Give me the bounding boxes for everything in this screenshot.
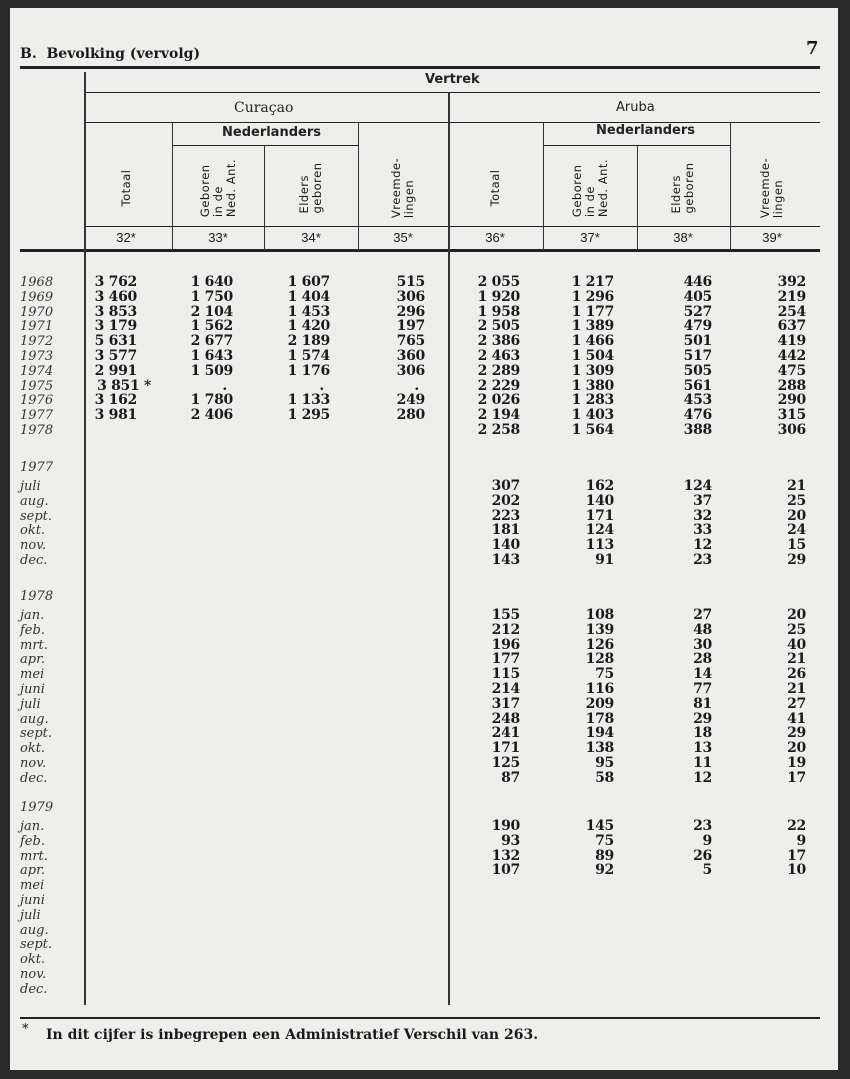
aruba-heading: Aruba <box>616 100 655 115</box>
table-cell: 91 <box>595 552 614 568</box>
row-label: 1968 <box>20 275 54 290</box>
table-cell: 214 <box>491 681 520 697</box>
table-cell: 140 <box>491 537 520 554</box>
table-cell: 181 <box>491 522 520 539</box>
table-cell: 32 <box>693 507 712 524</box>
column-number: 35* <box>393 230 413 245</box>
table-cell: 124 <box>585 522 614 539</box>
table-cell: 1 404 <box>287 288 330 305</box>
table-cell: 143 <box>491 552 520 568</box>
table-cell: 139 <box>585 621 614 638</box>
table-cell: 18 <box>693 725 712 742</box>
col-divider <box>543 122 544 250</box>
row-label: feb. <box>20 833 45 849</box>
table-cell: . <box>222 377 227 394</box>
table-cell: 241 <box>491 725 520 742</box>
table-cell: 28 <box>693 651 712 668</box>
row-label: juli <box>20 479 41 494</box>
table-cell: 1 380 <box>571 377 614 394</box>
table-cell: 2 505 <box>477 318 520 335</box>
period-year-heading: 1977 <box>20 460 54 475</box>
table-cell: 3 851 * <box>97 377 151 394</box>
period-year-heading: 1979 <box>20 800 54 815</box>
table-cell: 637 <box>777 318 806 335</box>
table-cell: 306 <box>396 288 425 305</box>
table-cell: 2 386 <box>477 333 520 350</box>
table-cell: 1 176 <box>287 362 330 379</box>
footnote-text: In dit cijfer is inbegrepen een Administratief Verschil van 263. <box>46 1027 539 1043</box>
row-label: okt. <box>20 741 46 757</box>
curacao-heading: Curaçao <box>234 100 294 116</box>
table-cell: 1 643 <box>190 348 233 364</box>
table-cell: 315 <box>777 407 806 424</box>
col-divider <box>264 145 265 250</box>
table-cell: 515 <box>396 274 425 290</box>
row-label: juni <box>20 893 45 908</box>
row-label: jan. <box>20 608 45 623</box>
table-cell: 10 <box>787 862 806 879</box>
table-cell: 128 <box>585 651 614 668</box>
table-cell: 89 <box>595 847 614 864</box>
table-cell: 87 <box>501 769 520 786</box>
column-number: 37* <box>580 230 600 245</box>
footnote-marker: * <box>22 1022 29 1037</box>
table-cell: 13 <box>693 740 712 757</box>
table-cell: 453 <box>683 392 712 409</box>
table-cell: 25 <box>787 492 806 509</box>
table-cell: 223 <box>491 507 520 524</box>
table-cell: 20 <box>787 740 806 757</box>
table-cell: 48 <box>693 621 712 638</box>
table-cell: 155 <box>491 607 520 623</box>
row-label: apr. <box>20 863 45 879</box>
table-cell: 75 <box>595 832 614 849</box>
row-label: 1971 <box>20 319 54 335</box>
table-cell: 307 <box>491 478 520 494</box>
column-number: 34* <box>301 230 321 245</box>
table-cell: 29 <box>787 725 806 742</box>
table-cell: . <box>414 377 419 394</box>
section-title: B. Bevolking (vervolg) <box>20 46 201 62</box>
table-cell: 209 <box>585 695 614 712</box>
table-cell: 476 <box>683 407 712 424</box>
table-cell: 12 <box>693 769 712 786</box>
table-cell: 219 <box>777 288 806 305</box>
row-label: 1976 <box>20 393 54 409</box>
table-cell: 138 <box>585 740 614 757</box>
table-cell: 27 <box>787 695 806 712</box>
stub-divider <box>84 72 86 1005</box>
table-cell: 29 <box>693 710 712 727</box>
row-label: nov. <box>20 756 47 771</box>
table-cell: 248 <box>491 710 520 727</box>
table-cell: 280 <box>396 407 425 424</box>
row-label: aug. <box>20 493 49 509</box>
table-cell: 3 853 <box>94 303 137 320</box>
row-label: 1973 <box>20 349 54 364</box>
table-cell: 196 <box>491 636 520 653</box>
table-cell: 1 750 <box>190 288 233 305</box>
row-label: juli <box>20 907 41 923</box>
table-cell: 113 <box>585 537 614 554</box>
table-cell: 20 <box>787 507 806 524</box>
table-cell: 306 <box>396 362 425 379</box>
row-label: 1978 <box>20 423 54 438</box>
row-label: dec. <box>20 770 48 786</box>
table-cell: 2 677 <box>190 333 233 350</box>
row-label: 1974 <box>20 363 54 379</box>
table-cell: 93 <box>501 832 520 849</box>
column-number: 32* <box>116 230 136 245</box>
table-cell: 9 <box>796 832 806 849</box>
vertrek-rule <box>84 92 820 93</box>
table-cell: 126 <box>585 636 614 653</box>
table-cell: 95 <box>595 755 614 771</box>
table-cell: 561 <box>683 377 712 394</box>
table-cell: 475 <box>777 362 806 379</box>
table-cell: 26 <box>787 666 806 683</box>
table-cell: 306 <box>777 422 806 438</box>
table-cell: 177 <box>491 651 520 668</box>
table-cell: 1 453 <box>287 303 330 320</box>
table-cell: 171 <box>491 740 520 757</box>
row-label: mei <box>20 878 45 894</box>
column-number: 36* <box>485 230 505 245</box>
table-cell: 2 289 <box>477 362 520 379</box>
table-cell: 446 <box>683 274 712 290</box>
row-label: mrt. <box>20 637 48 653</box>
table-cell: 107 <box>491 862 520 879</box>
table-cell: 765 <box>396 333 425 350</box>
row-label: okt. <box>20 952 46 968</box>
row-label: juni <box>20 682 45 697</box>
table-cell: 1 958 <box>477 303 520 320</box>
table-cell: 1 920 <box>477 288 520 305</box>
row-label: mei <box>20 667 45 683</box>
table-cell: 2 463 <box>477 348 520 364</box>
table-cell: 92 <box>595 862 614 879</box>
table-cell: 2 406 <box>190 407 233 424</box>
table-cell: 317 <box>491 695 520 712</box>
table-cell: 2 194 <box>477 407 520 424</box>
table-cell: 1 420 <box>287 318 330 335</box>
column-header: Elders geboren <box>669 162 696 214</box>
table-cell: 290 <box>777 392 806 409</box>
table-cell: 24 <box>787 522 806 539</box>
row-label: jan. <box>20 819 45 834</box>
table-cell: 3 762 <box>94 274 137 290</box>
nederlanders-heading-curacao: Nederlanders <box>222 125 321 140</box>
table-cell: 140 <box>585 492 614 509</box>
col-divider <box>637 145 638 250</box>
row-label: sept. <box>20 508 53 524</box>
table-cell: 360 <box>396 348 425 364</box>
table-cell: 1 217 <box>571 274 614 290</box>
row-label: 1977 <box>20 408 54 424</box>
table-cell: 5 631 <box>94 333 137 350</box>
row-label: sept. <box>20 726 53 742</box>
table-cell: 132 <box>491 847 520 864</box>
table-cell: 3 162 <box>94 392 137 409</box>
table-cell: . <box>319 377 324 394</box>
column-header: Vreemde- lingen <box>389 157 416 219</box>
column-number: 38* <box>673 230 693 245</box>
table-cell: 124 <box>683 478 712 494</box>
table-cell: 388 <box>683 422 712 438</box>
table-cell: 17 <box>787 847 806 864</box>
table-cell: 1 780 <box>190 392 233 409</box>
table-cell: 14 <box>693 666 712 683</box>
table-cell: 197 <box>396 318 425 335</box>
table-cell: 41 <box>787 710 806 727</box>
nederlanders-heading-aruba: Nederlanders <box>596 123 695 138</box>
table-cell: 17 <box>787 769 806 786</box>
table-cell: 1 133 <box>287 392 330 409</box>
table-cell: 517 <box>683 348 712 364</box>
row-label: aug. <box>20 922 49 938</box>
group-rule <box>84 122 820 123</box>
table-cell: 25 <box>787 621 806 638</box>
table-cell: 1 466 <box>571 333 614 350</box>
table-cell: 33 <box>693 522 712 539</box>
row-label: dec. <box>20 981 48 997</box>
table-cell: 1 564 <box>571 422 614 438</box>
table-cell: 2 229 <box>477 377 520 394</box>
table-cell: 3 577 <box>94 348 137 364</box>
table-cell: 1 562 <box>190 318 233 335</box>
table-cell: 5 <box>702 862 712 879</box>
table-cell: 2 258 <box>477 422 520 438</box>
table-cell: 1 283 <box>571 392 614 409</box>
column-header: Geboren in de Ned. Ant. <box>197 158 238 218</box>
table-cell: 116 <box>585 681 614 697</box>
table-cell: 12 <box>693 537 712 554</box>
table-cell: 505 <box>683 362 712 379</box>
row-label: 1970 <box>20 304 54 320</box>
table-cell: 145 <box>585 818 614 834</box>
table-cell: 419 <box>777 333 806 350</box>
row-label: okt. <box>20 523 46 539</box>
table-cell: 442 <box>777 348 806 364</box>
table-cell: 75 <box>595 666 614 683</box>
row-label: 1969 <box>20 289 54 305</box>
table-cell: 30 <box>693 636 712 653</box>
table-cell: 296 <box>396 303 425 320</box>
column-header: Elders geboren <box>297 162 324 214</box>
table-cell: 1 574 <box>287 348 330 364</box>
col-divider <box>358 122 359 250</box>
table-cell: 3 460 <box>94 288 137 305</box>
vertrek-heading: Vertrek <box>425 72 480 87</box>
table-cell: 1 509 <box>190 362 233 379</box>
table-cell: 27 <box>693 607 712 623</box>
table-cell: 19 <box>787 755 806 771</box>
table-cell: 392 <box>777 274 806 290</box>
table-cell: 115 <box>491 666 520 683</box>
row-label: nov. <box>20 538 47 554</box>
table-cell: 479 <box>683 318 712 335</box>
table-cell: 190 <box>491 818 520 834</box>
column-number: 33* <box>208 230 228 245</box>
table-cell: 3 179 <box>94 318 137 335</box>
table-cell: 77 <box>693 681 712 697</box>
table-cell: 9 <box>702 832 712 849</box>
row-label: 1975 <box>20 378 54 394</box>
column-header: Vreemde- lingen <box>758 157 785 219</box>
table-cell: 2 189 <box>287 333 330 350</box>
table-cell: 2 055 <box>477 274 520 290</box>
page-number: 7 <box>806 38 819 59</box>
header-bottom-rule <box>20 249 820 252</box>
column-number: 39* <box>762 230 782 245</box>
table-cell: 125 <box>491 755 520 771</box>
column-header: Totaal <box>118 169 133 207</box>
column-header: Geboren in de Ned. Ant. <box>569 158 610 218</box>
table-cell: 37 <box>693 492 712 509</box>
table-cell: 1 295 <box>287 407 330 424</box>
table-cell: 40 <box>787 636 806 653</box>
table-cell: 527 <box>683 303 712 320</box>
table-cell: 26 <box>693 847 712 864</box>
table-cell: 22 <box>787 818 806 834</box>
table-cell: 81 <box>693 695 712 712</box>
table-cell: 23 <box>693 818 712 834</box>
table-cell: 202 <box>491 492 520 509</box>
table-cell: 254 <box>777 303 806 320</box>
table-cell: 1 504 <box>571 348 614 364</box>
row-label: dec. <box>20 553 48 568</box>
col-divider <box>730 122 731 250</box>
table-cell: 405 <box>683 288 712 305</box>
table-cell: 23 <box>693 552 712 568</box>
table-cell: 20 <box>787 607 806 623</box>
row-label: 1972 <box>20 334 54 350</box>
table-cell: 1 403 <box>571 407 614 424</box>
table-cell: 1 177 <box>571 303 614 320</box>
table-cell: 1 309 <box>571 362 614 379</box>
table-cell: 29 <box>787 552 806 568</box>
table-cell: 11 <box>693 755 712 771</box>
col-divider <box>172 122 173 250</box>
row-label: apr. <box>20 652 45 668</box>
table-cell: 21 <box>787 478 806 494</box>
table-cell: 15 <box>787 537 806 554</box>
table-cell: 1 389 <box>571 318 614 335</box>
top-rule <box>20 66 820 69</box>
table-cell: 1 640 <box>190 274 233 290</box>
column-header: Totaal <box>487 169 502 207</box>
table-bottom-rule <box>20 1017 820 1019</box>
table-cell: 58 <box>595 769 614 786</box>
table-cell: 212 <box>491 621 520 638</box>
table-cell: 21 <box>787 651 806 668</box>
table-cell: 1 607 <box>287 274 330 290</box>
table-cell: 288 <box>777 377 806 394</box>
table-cell: 2 026 <box>477 392 520 409</box>
table-cell: 108 <box>585 607 614 623</box>
row-label: mrt. <box>20 848 48 864</box>
table-cell: 21 <box>787 681 806 697</box>
row-label: sept. <box>20 937 53 953</box>
table-cell: 162 <box>585 478 614 494</box>
table-cell: 2 104 <box>190 303 233 320</box>
period-year-heading: 1978 <box>20 589 54 604</box>
table-cell: 1 296 <box>571 288 614 305</box>
subgroup-rule-curacao <box>172 145 358 146</box>
table-cell: 501 <box>683 333 712 350</box>
row-label: nov. <box>20 967 47 982</box>
row-label: aug. <box>20 711 49 727</box>
table-cell: 2 991 <box>94 362 137 379</box>
table-cell: 178 <box>585 710 614 727</box>
table-cell: 171 <box>585 507 614 524</box>
table-cell: 249 <box>396 392 425 409</box>
table-cell: 194 <box>585 725 614 742</box>
row-label: feb. <box>20 622 45 638</box>
table-cell: 3 981 <box>94 407 137 424</box>
colnum-rule <box>84 226 820 227</box>
row-label: juli <box>20 696 41 712</box>
